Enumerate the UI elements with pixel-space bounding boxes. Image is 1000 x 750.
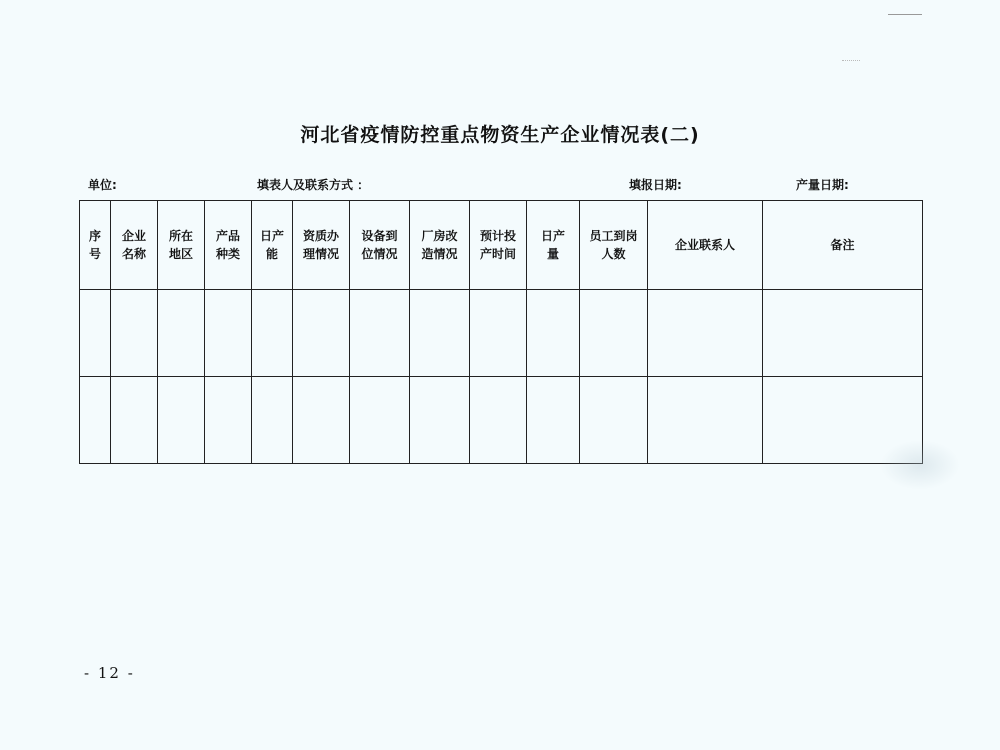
table-cell <box>252 290 293 377</box>
table-cell <box>80 290 111 377</box>
table-cell <box>293 290 350 377</box>
table-cell <box>350 290 410 377</box>
header-staff-on-duty: 员工到岗人数 <box>580 201 648 290</box>
table-cell <box>527 290 580 377</box>
table-cell <box>158 377 205 464</box>
table-cell <box>470 290 527 377</box>
table-cell <box>648 290 763 377</box>
enterprise-table <box>79 200 923 464</box>
corner-scan-mark <box>888 14 922 15</box>
page-number: - 12 - <box>84 664 135 682</box>
table-header-row <box>80 201 923 290</box>
header-expected-start: 预计投产时间 <box>470 201 527 290</box>
table-cell <box>205 377 252 464</box>
table-cell <box>158 290 205 377</box>
table-cell <box>80 377 111 464</box>
header-seq: 序号 <box>80 201 111 290</box>
table-row <box>80 290 923 377</box>
table-row <box>80 377 923 464</box>
table-cell <box>205 290 252 377</box>
header-product-type: 产品种类 <box>205 201 252 290</box>
header-remarks: 备注 <box>763 201 923 290</box>
table-cell <box>580 377 648 464</box>
table-cell <box>111 377 158 464</box>
table-cell <box>763 290 923 377</box>
scan-dots <box>842 60 860 61</box>
header-qualification: 资质办理情况 <box>293 201 350 290</box>
header-daily-output: 日产量 <box>527 201 580 290</box>
table-cell <box>410 377 470 464</box>
table-cell <box>648 377 763 464</box>
table-cell <box>111 290 158 377</box>
production-date-label: 产量日期: <box>796 178 849 192</box>
header-equipment: 设备到位情况 <box>350 201 410 290</box>
table-cell <box>580 290 648 377</box>
header-daily-capacity: 日产能 <box>252 201 293 290</box>
table-cell <box>527 377 580 464</box>
table-cell <box>350 377 410 464</box>
header-factory-renovation: 厂房改造情况 <box>410 201 470 290</box>
table-cell <box>252 377 293 464</box>
fill-date-label: 填报日期: <box>629 178 682 192</box>
table-cell <box>470 377 527 464</box>
filler-label: 填表人及联系方式 ： <box>257 178 370 192</box>
header-region: 所在地区 <box>158 201 205 290</box>
table-cell <box>410 290 470 377</box>
unit-label: 单位: <box>88 178 117 192</box>
page-title: 河北省疫情防控重点物资生产企业情况表(二) <box>300 124 700 146</box>
table-cell <box>293 377 350 464</box>
header-company-name: 企业名称 <box>111 201 158 290</box>
header-contact: 企业联系人 <box>648 201 763 290</box>
scan-smudge <box>880 440 960 490</box>
